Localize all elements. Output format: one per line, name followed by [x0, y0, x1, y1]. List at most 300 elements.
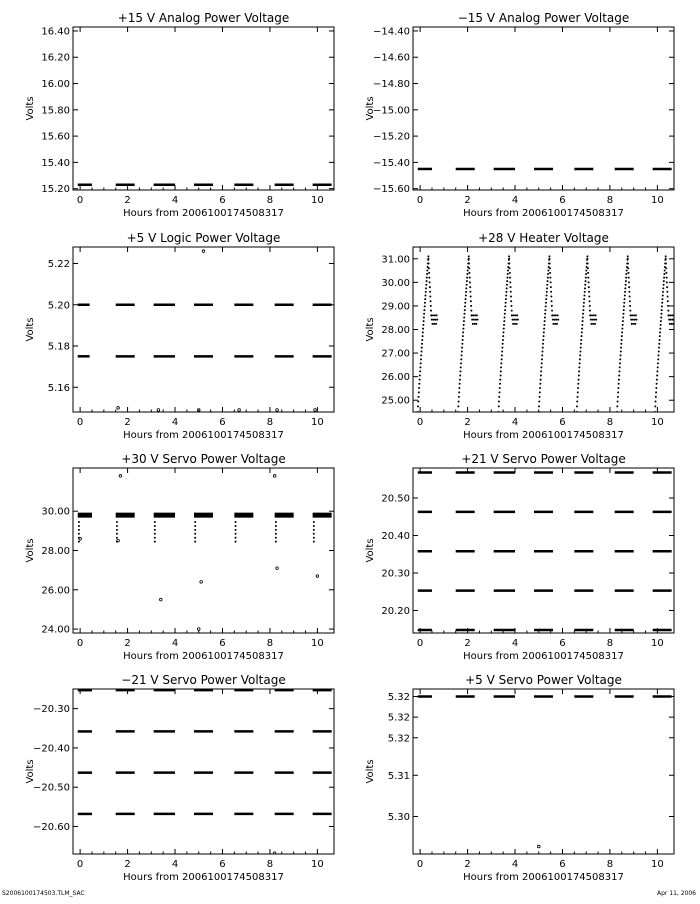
data-point: [313, 525, 315, 527]
data-point: [466, 277, 468, 279]
data-layer: [78, 250, 332, 411]
data-point: [505, 291, 507, 293]
data-point: [194, 537, 196, 539]
y-tick-label: 24.00: [41, 624, 70, 636]
data-point: [656, 374, 658, 376]
data-point: [433, 323, 435, 325]
data-point: [661, 302, 663, 304]
data-point: [506, 287, 508, 289]
data-point: [504, 305, 506, 307]
data-point: [430, 314, 432, 316]
y-tick-label: −15.20: [372, 131, 410, 143]
data-point: [654, 411, 656, 413]
data-point: [655, 391, 657, 393]
y-tick-label: −14.60: [372, 52, 410, 64]
data-point: [475, 323, 477, 325]
data-point: [510, 291, 512, 293]
data-point: [429, 281, 431, 283]
x-tick-label: 4: [511, 859, 519, 870]
chart-panel-4: [365, 231, 675, 441]
y-axis-label: Volts: [365, 759, 376, 784]
data-point: [420, 354, 422, 356]
data-point: [590, 319, 592, 321]
data-point: [617, 391, 619, 393]
data-point: [538, 405, 540, 407]
data-point: [583, 302, 585, 304]
data-point: [587, 277, 589, 279]
data-point: [538, 401, 540, 403]
data-point: [459, 379, 461, 381]
data-point: [577, 391, 579, 393]
data-point: [655, 396, 657, 398]
x-tick-label: 2: [124, 195, 131, 206]
data-point: [469, 286, 471, 288]
data-point: [657, 354, 659, 356]
data-point: [539, 396, 541, 398]
x-tick-label: 4: [171, 417, 179, 428]
data-point: [509, 281, 511, 283]
data-point: [78, 525, 80, 527]
data-point: [458, 387, 460, 389]
data-point: [419, 379, 421, 381]
chart-panel-6: [365, 452, 674, 662]
y-tick-label: 31.00: [381, 254, 410, 266]
y-tick-label: 16.00: [41, 79, 70, 91]
data-point: [459, 383, 461, 385]
data-point: [504, 316, 506, 318]
data-point: [428, 263, 430, 265]
data-point: [625, 277, 627, 279]
data-point: [595, 319, 597, 321]
data-point: [627, 267, 629, 269]
chart-panel-3: [25, 231, 334, 441]
data-point: [510, 300, 512, 302]
data-point: [628, 277, 630, 279]
x-tick-label: 8: [606, 195, 614, 206]
data-point: [616, 405, 618, 407]
data-point: [620, 343, 622, 345]
x-tick-label: 6: [559, 417, 566, 428]
y-tick-label: 5.32: [387, 692, 410, 703]
data-point: [583, 295, 585, 297]
y-axis-label: Volts: [25, 96, 36, 121]
chart-panel-5: [25, 452, 334, 662]
data-point: [516, 323, 518, 325]
data-point: [557, 314, 559, 316]
y-tick-label: −15.00: [372, 105, 410, 117]
data-point: [592, 319, 594, 321]
data-point: [626, 270, 628, 272]
data-point: [660, 320, 662, 322]
data-point: [627, 255, 629, 257]
data-point: [630, 314, 632, 316]
data-point: [117, 539, 120, 542]
data-point: [511, 310, 513, 312]
chart-title: +5 V Logic Power Voltage: [126, 231, 281, 245]
footer-filename: S2006100174503.TLM_SAC: [2, 890, 85, 897]
data-point: [276, 567, 279, 570]
data-point: [664, 270, 666, 272]
data-point: [458, 396, 460, 398]
data-point: [472, 323, 474, 325]
data-point: [540, 366, 542, 368]
data-point: [617, 396, 619, 398]
x-tick-label: 8: [266, 638, 274, 649]
data-point: [463, 316, 465, 318]
data-point: [116, 533, 118, 535]
footer-date: Apr 11, 2006: [656, 890, 696, 897]
data-point: [553, 314, 555, 316]
x-tick-label: 8: [606, 638, 614, 649]
data-point: [419, 366, 421, 368]
data-point: [623, 305, 625, 307]
data-point: [656, 370, 658, 372]
data-point: [662, 291, 664, 293]
data-point: [657, 362, 659, 364]
plot-frame: [413, 27, 674, 190]
data-point: [624, 295, 626, 297]
data-band: [116, 513, 135, 518]
data-point: [550, 286, 552, 288]
data-point: [629, 305, 631, 307]
data-point: [418, 387, 420, 389]
data-point: [660, 313, 662, 315]
data-point: [119, 475, 122, 478]
chart-title: −15 V Analog Power Voltage: [457, 11, 630, 25]
data-point: [659, 335, 661, 337]
data-point: [548, 255, 550, 257]
data-point: [505, 298, 507, 300]
chart-panel-8: [365, 673, 674, 883]
data-point: [116, 521, 118, 523]
x-tick-label: 8: [266, 859, 274, 870]
y-tick-label: 5.30: [387, 812, 410, 823]
data-point: [417, 401, 419, 403]
data-point: [672, 323, 674, 325]
plot-frame: [73, 468, 334, 633]
data-point: [636, 319, 638, 321]
y-tick-label: −14.40: [372, 26, 410, 38]
data-point: [154, 529, 156, 531]
data-point: [577, 396, 579, 398]
data-point: [429, 296, 431, 298]
data-point: [468, 272, 470, 274]
data-point: [424, 302, 426, 304]
data-point: [459, 370, 461, 372]
data-point: [580, 347, 582, 349]
plot-frame: [73, 247, 334, 412]
data-point: [428, 277, 430, 279]
x-axis-label: Hours from 2006100174508317: [463, 872, 624, 883]
data-point: [656, 379, 658, 381]
data-point: [423, 320, 425, 322]
data-point: [426, 273, 428, 275]
data-point: [622, 324, 624, 326]
data-point: [544, 309, 546, 311]
data-point: [500, 362, 502, 364]
data-point: [671, 314, 673, 316]
data-point: [672, 319, 674, 321]
data-point: [475, 319, 477, 321]
data-point: [517, 319, 519, 321]
y-tick-label: 15.40: [41, 157, 70, 169]
data-point: [539, 383, 541, 385]
data-layer: [418, 697, 672, 848]
data-point: [154, 525, 156, 527]
y-tick-label: 30.00: [381, 277, 410, 289]
x-tick-label: 6: [559, 195, 566, 206]
x-tick-label: 0: [416, 859, 424, 870]
data-point: [78, 529, 80, 531]
data-point: [578, 366, 580, 368]
data-point: [629, 310, 631, 312]
y-axis-label: Volts: [25, 759, 36, 784]
data-point: [275, 521, 277, 523]
data-point: [550, 281, 552, 283]
data-point: [662, 295, 664, 297]
data-point: [577, 383, 579, 385]
data-point: [670, 319, 672, 321]
data-point: [576, 405, 578, 407]
y-axis-label: Volts: [365, 96, 376, 121]
data-point: [463, 324, 465, 326]
data-point: [660, 324, 662, 326]
data-point: [540, 370, 542, 372]
data-point: [588, 281, 590, 283]
data-point: [275, 533, 277, 535]
data-point: [313, 529, 315, 531]
data-point: [235, 541, 237, 543]
data-point: [667, 300, 669, 302]
data-point: [663, 284, 665, 286]
data-point: [510, 286, 512, 288]
data-point: [509, 267, 511, 269]
x-tick-label: 6: [219, 859, 226, 870]
data-point: [667, 305, 669, 307]
data-point: [466, 284, 468, 286]
x-tick-label: 4: [171, 859, 179, 870]
data-point: [503, 320, 505, 322]
data-point: [541, 354, 543, 356]
data-point: [497, 411, 499, 413]
data-point: [154, 541, 156, 543]
data-point: [589, 300, 591, 302]
x-tick-label: 4: [171, 638, 179, 649]
data-point: [431, 323, 433, 325]
data-point: [465, 287, 467, 289]
data-point: [578, 374, 580, 376]
data-point: [503, 328, 505, 330]
data-point: [665, 267, 667, 269]
x-tick-label: 0: [416, 638, 424, 649]
y-tick-label: 5.22: [47, 259, 70, 270]
data-point: [556, 323, 558, 325]
y-tick-label: 20.50: [381, 493, 410, 505]
data-point: [499, 379, 501, 381]
data-point: [235, 537, 237, 539]
data-point: [579, 354, 581, 356]
data-point: [460, 366, 462, 368]
data-band: [78, 513, 92, 518]
data-point: [660, 316, 662, 318]
data-point: [116, 529, 118, 531]
data-point: [669, 323, 671, 325]
data-point: [422, 331, 424, 333]
data-point: [421, 339, 423, 341]
data-point: [468, 267, 470, 269]
chart-title: +28 V Heater Voltage: [478, 231, 609, 245]
data-point: [472, 314, 474, 316]
data-point: [462, 339, 464, 341]
data-point: [235, 521, 237, 523]
y-tick-label: 20.30: [381, 568, 410, 580]
y-tick-label: 15.60: [41, 131, 70, 143]
data-point: [582, 313, 584, 315]
y-tick-label: −20.60: [32, 822, 70, 833]
data-point: [624, 298, 626, 300]
y-tick-label: 20.20: [381, 606, 410, 617]
data-point: [659, 331, 661, 333]
data-point: [635, 314, 637, 316]
data-point: [629, 296, 631, 298]
data-point: [666, 281, 668, 283]
x-tick-label: 2: [464, 859, 471, 870]
x-axis-label: Hours from 2006100174508317: [123, 872, 284, 883]
data-point: [634, 323, 636, 325]
data-point: [585, 280, 587, 282]
data-point: [620, 354, 622, 356]
data-point: [505, 302, 507, 304]
x-tick-label: 2: [464, 417, 471, 428]
data-point: [506, 277, 508, 279]
data-point: [462, 335, 464, 337]
data-point: [658, 351, 660, 353]
x-tick-label: 8: [266, 417, 274, 428]
data-point: [551, 300, 553, 302]
data-layer: [418, 473, 672, 631]
data-point: [238, 409, 241, 412]
data-layer: [78, 475, 332, 631]
data-point: [542, 343, 544, 345]
data-point: [589, 314, 591, 316]
data-point: [617, 387, 619, 389]
data-point: [501, 351, 503, 353]
data-point: [469, 277, 471, 279]
data-point: [427, 258, 429, 260]
data-point: [422, 328, 424, 330]
data-point: [433, 319, 435, 321]
data-point: [430, 300, 432, 302]
data-point: [498, 401, 500, 403]
data-point: [669, 314, 671, 316]
data-point: [624, 287, 626, 289]
data-point: [78, 521, 80, 523]
chart-title: −21 V Servo Power Voltage: [121, 673, 286, 687]
data-point: [656, 383, 658, 385]
data-point: [593, 314, 595, 316]
x-tick-label: 0: [76, 638, 84, 649]
data-point: [514, 323, 516, 325]
data-point: [467, 270, 469, 272]
y-tick-label: 16.40: [41, 26, 70, 38]
data-point: [579, 351, 581, 353]
data-point: [194, 521, 196, 523]
data-point: [545, 298, 547, 300]
data-point: [117, 407, 120, 410]
y-tick-label: 5.20: [47, 300, 70, 312]
data-point: [543, 328, 545, 330]
data-point: [593, 319, 595, 321]
data-point: [464, 302, 466, 304]
data-point: [471, 314, 473, 316]
data-point: [576, 411, 578, 413]
data-point: [589, 310, 591, 312]
data-band: [194, 513, 213, 518]
data-point: [428, 267, 430, 269]
data-point: [473, 319, 475, 321]
x-tick-label: 2: [124, 638, 131, 649]
x-tick-label: 0: [76, 417, 84, 428]
data-point: [197, 628, 200, 631]
data-layer: [78, 690, 332, 854]
data-point: [429, 291, 431, 293]
data-point: [671, 323, 673, 325]
data-point: [498, 396, 500, 398]
data-point: [548, 258, 550, 260]
data-point: [466, 273, 468, 275]
x-tick-label: 10: [311, 417, 324, 428]
data-point: [498, 405, 500, 407]
data-point: [667, 310, 669, 312]
data-point: [506, 280, 508, 282]
data-point: [622, 316, 624, 318]
y-tick-label: 5.18: [47, 341, 70, 353]
data-point: [538, 411, 540, 413]
data-point: [544, 320, 546, 322]
y-tick-label: 29.00: [381, 301, 410, 313]
data-point: [466, 280, 468, 282]
x-tick-label: 4: [511, 195, 519, 206]
data-point: [424, 305, 426, 307]
data-point: [419, 370, 421, 372]
data-point: [665, 258, 667, 260]
data-point: [666, 277, 668, 279]
data-point: [619, 366, 621, 368]
data-point: [665, 255, 667, 257]
data-point: [275, 529, 277, 531]
data-point: [506, 284, 508, 286]
data-point: [516, 314, 518, 316]
data-point: [194, 525, 196, 527]
data-point: [513, 319, 515, 321]
data-point: [549, 267, 551, 269]
data-point: [434, 319, 436, 321]
data-point: [430, 305, 432, 307]
data-point: [116, 525, 118, 527]
data-point: [581, 328, 583, 330]
data-point: [539, 391, 541, 393]
data-point: [427, 255, 429, 257]
data-point: [471, 319, 473, 321]
data-point: [550, 291, 552, 293]
data-point: [540, 374, 542, 376]
data-point: [655, 387, 657, 389]
data-point: [468, 258, 470, 260]
data-point: [435, 323, 437, 325]
data-point: [235, 525, 237, 527]
data-point: [588, 291, 590, 293]
plot-frame: [413, 689, 674, 854]
